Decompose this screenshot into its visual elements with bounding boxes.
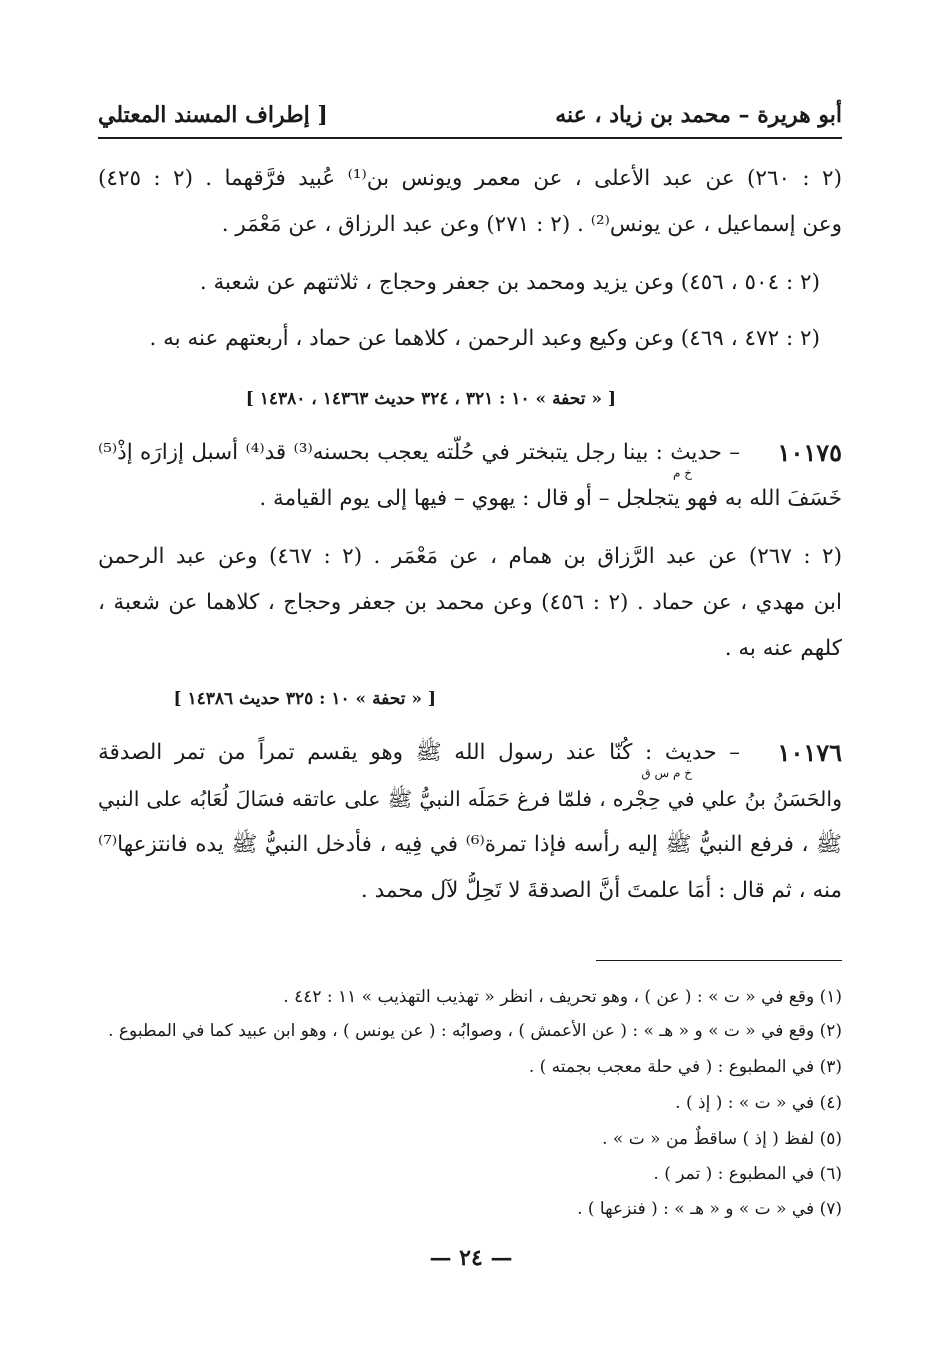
reference-line: [ « تحفة » ١٠ : ٣٢١ ، ٣٢٤ حديث ١٤٣٦٣ ، ١٤٣٨٠ ] [245, 389, 616, 409]
footnote: (١) وقع في « ت » : ( عن ) ، وهو تحريف ، انظر « تهذيب التهذيب » ١١ : ٤٤٢ . [283, 987, 842, 1007]
header-book-title: [ إطراف المسند المعتلي [98, 102, 328, 128]
text-line: – حديث : كُنّا عند رسول الله ﷺ وهو يقسم تمراً من تمر الصدقة [98, 740, 740, 765]
footnote: (٢) وقع في « ت » و « هـ » : ( عن الأعمش ) ، وصوابُه : ( عن يونس ) ، وهو ابن عبيد كما في المطبوع . [108, 1021, 842, 1041]
footnote: (٦) في المطبوع : ( تمر ) . [653, 1164, 842, 1184]
text-line: (٢ : ٥٠٤ ، ٤٥٦) وعن يزيد ومحمد بن جعفر وحجاج ، ثلاثتهم عن شعبة . [199, 270, 820, 295]
text-line: (٢ : ٢٦٠) عن عبد الأعلى ، عن معمر ويونس بن⁽¹⁾ عُبيد فرَّقهما . (٢ : ٤٢٥) [98, 166, 842, 191]
text-line: وعن إسماعيل ، عن يونس⁽²⁾ . (٢ : ٢٧١) وعن عبد الرزاق ، عن مَعْمَر . [221, 212, 842, 237]
page-number: — ٢٤ — [429, 1245, 513, 1271]
text-line: (٢ : ٢٦٧) عن عبد الرَّزاق بن همام ، عن مَعْمَر . (٢ : ٤٦٧) وعن عبد الرحمن [98, 544, 842, 569]
text-line: والحَسَنُ بنُ علي في حِجْره ، فلمّا فرغ حَمَلَه النبيُّ ﷺ على عاتقه فسَالَ لُعَابُه على النبي [98, 787, 842, 811]
footnote: (٥) لفظ ( إذ ) ساقطٌ من « ت » . [602, 1129, 842, 1149]
hadith-number: ١٠١٧٥ [777, 438, 842, 467]
footnote: (٣) في المطبوع : ( في حلة معجب بجمته ) . [528, 1057, 842, 1077]
text-line: منه ، ثم قال : أمَا علمتَ أنَّ الصدقةَ لا تَحِلُّ لآل محمد . [360, 878, 842, 903]
text-line: ﷺ ، فرفع النبيُّ ﷺ إليه رأسه فإذا تمرة⁽⁶⁾ في فِيه ، فأدخل النبيُّ ﷺ يده فانتزعها⁽⁷⁾ [98, 832, 842, 857]
footnote-separator [596, 960, 842, 961]
reference-line: [ « تحفة » ١٠ : ٣٢٥ حديث ١٤٣٨٦ ] [173, 689, 436, 709]
text-line: خَسَفَ الله به فهو يتجلجل – أو قال : يهوي – فيها إلى يوم القيامة . [259, 486, 842, 511]
running-header [98, 96, 842, 136]
footnote: (٧) في « ت » و « هـ » : ( فنزعها ) . [577, 1199, 842, 1219]
text-line: ابن مهدي ، عن حماد . (٢ : ٤٥٦) وعن محمد بن جعفر وحجاج ، كلاهما عن شعبة ، [98, 590, 842, 615]
narrator-codes: خ م س ق [641, 766, 692, 780]
text-line: كلهم عنه به . [724, 636, 842, 661]
text-line: – حديث : بينا رجل يتبختر في حُلّته يعجب بحسنه⁽³⁾ قد⁽⁴⁾ أسبل إزارَه إذْ⁽⁵⁾ [98, 440, 740, 465]
header-chapter-title: أبو هريرة – محمد بن زياد ، عنه [555, 102, 842, 128]
header-rule [98, 137, 842, 139]
narrator-codes: خ م [673, 466, 692, 480]
hadith-number: ١٠١٧٦ [777, 738, 842, 767]
footnote: (٤) في « ت » : ( إذ ) . [675, 1093, 842, 1113]
text-line: (٢ : ٤٧٢ ، ٤٦٩) وعن وكيع وعبد الرحمن ، كلاهما عن حماد ، أربعتهم عنه به . [149, 326, 820, 351]
